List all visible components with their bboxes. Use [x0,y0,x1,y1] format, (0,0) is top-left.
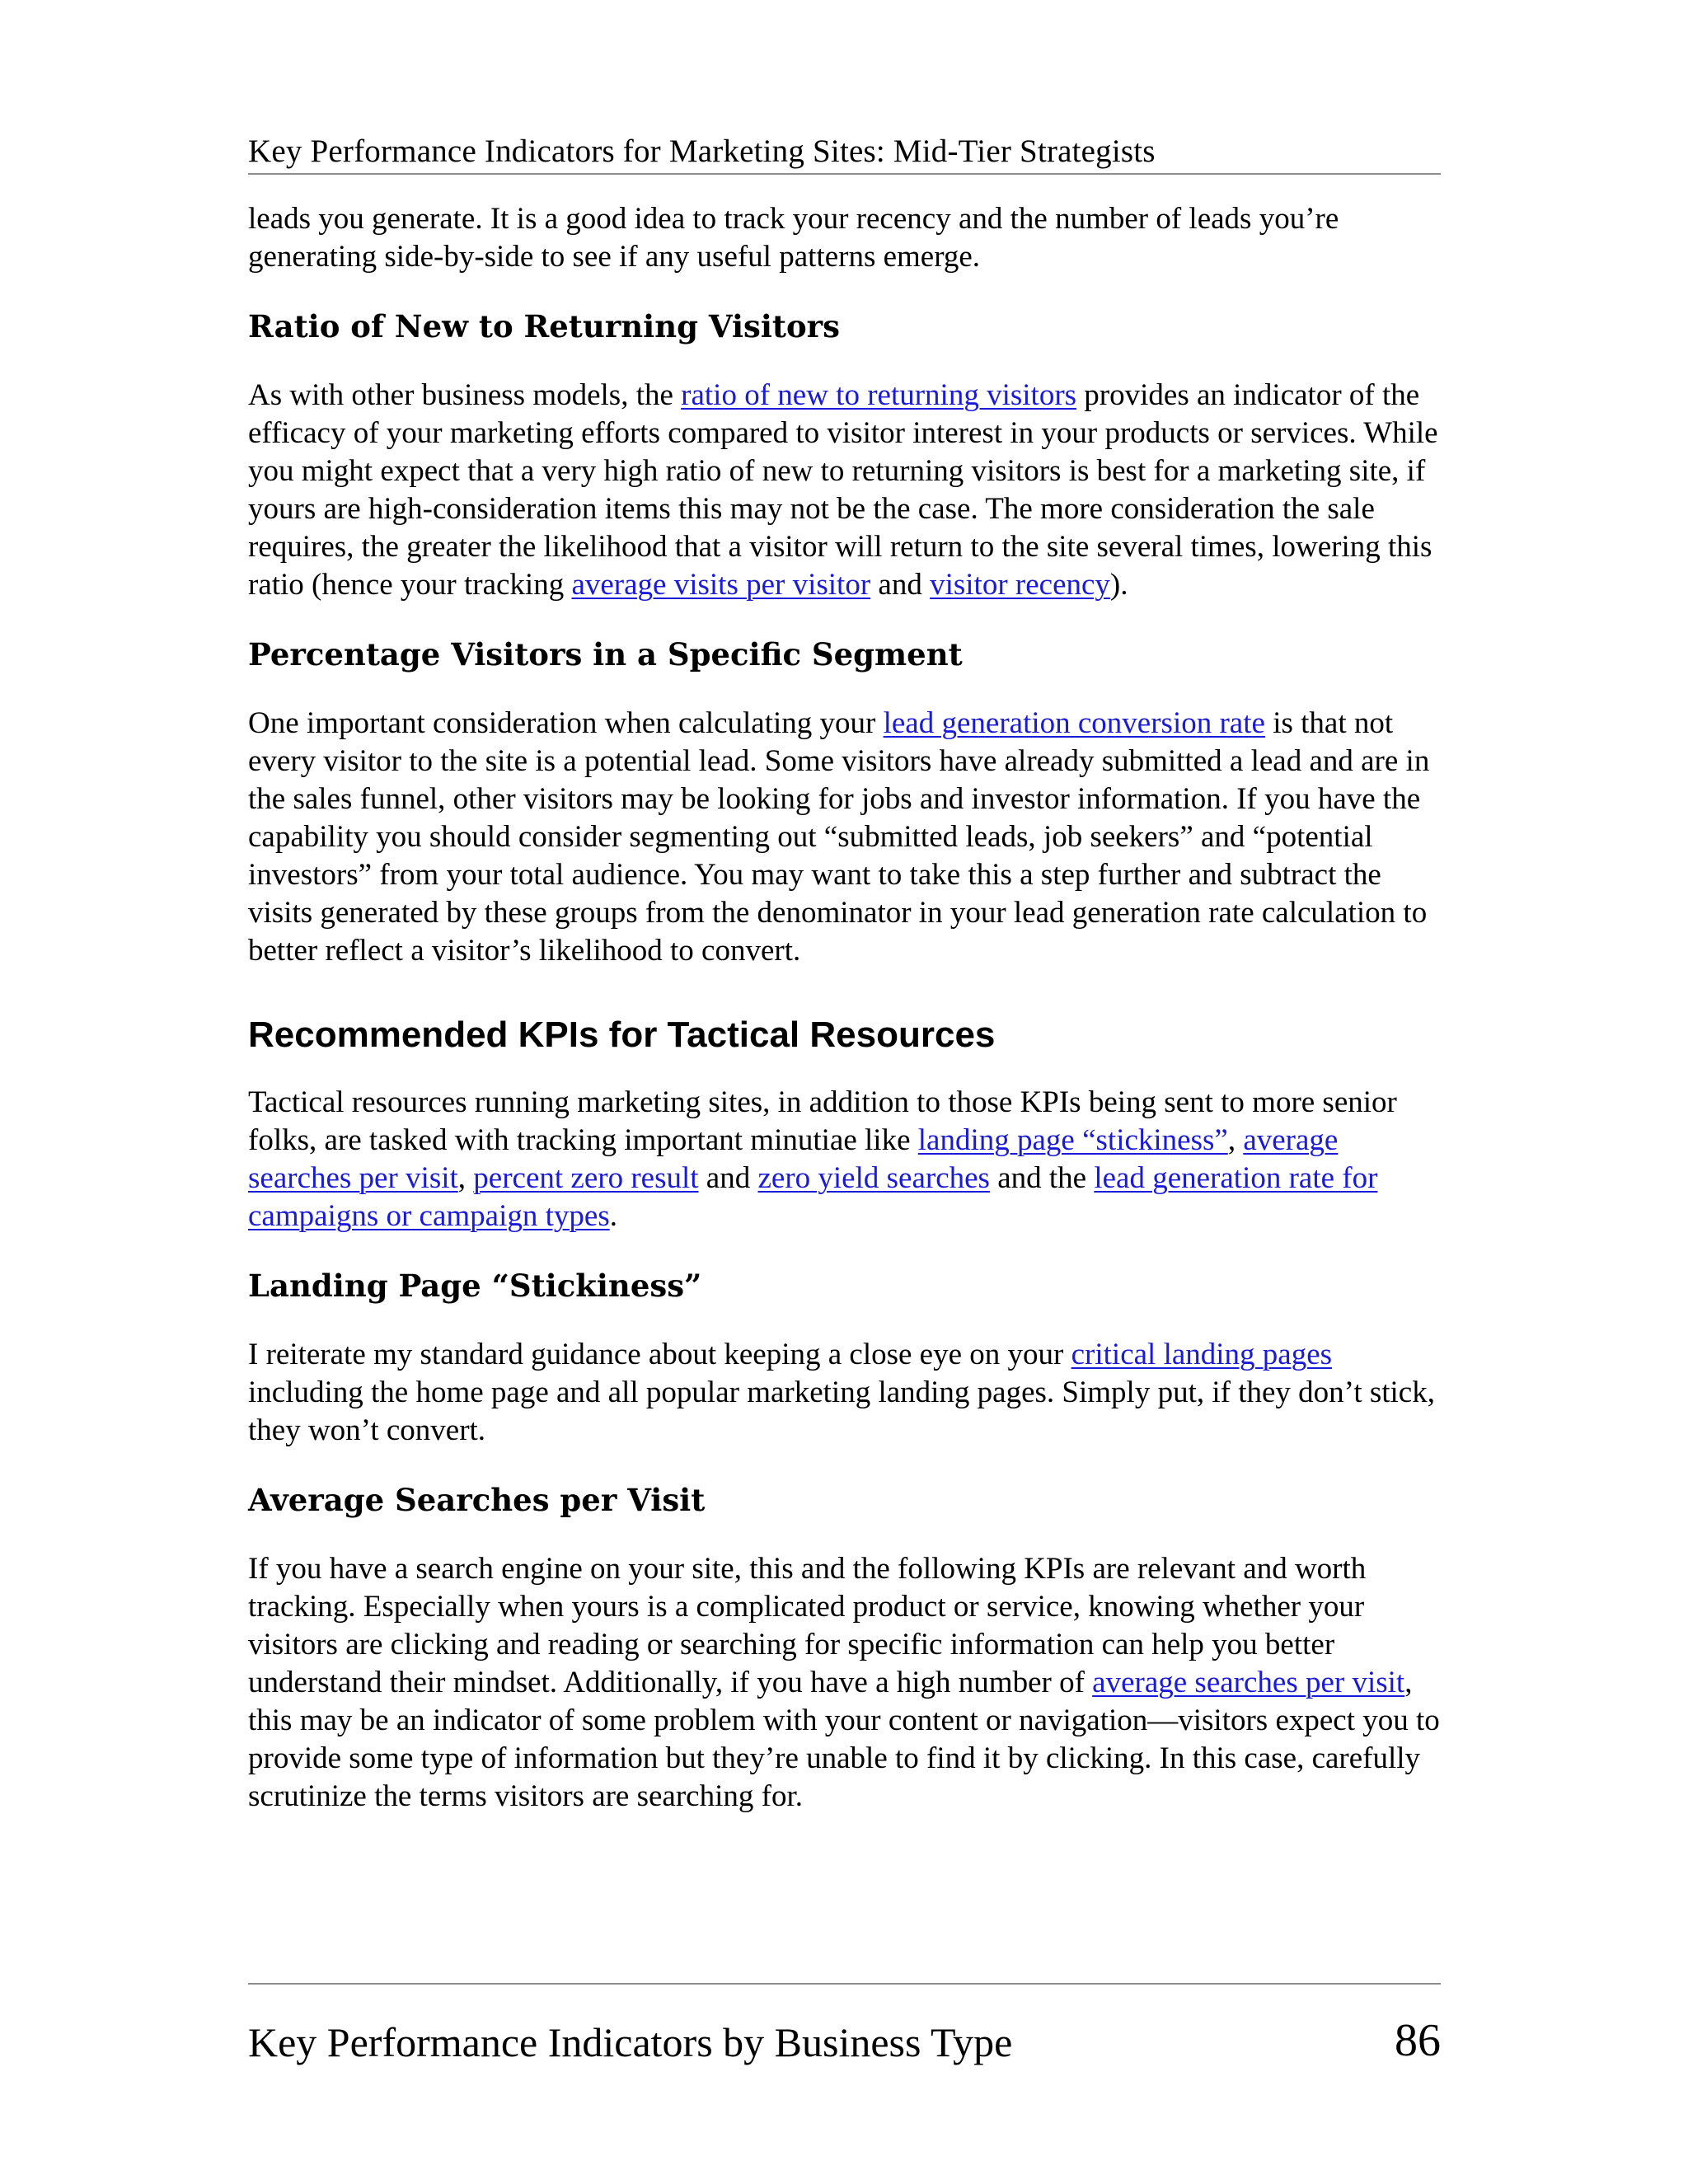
page-content [248,200,1441,1816]
link-zero-yield-searches[interactable]: zero yield searches [757,1161,990,1195]
running-header: Key Performance Indicators for Marketing Sites: Mid-Tier Strategists [248,134,1156,169]
paragraph-searches [248,1550,1441,1816]
text-run: One important consideration when calculating your [248,706,884,740]
text-run: and [870,568,931,602]
heading-recommended-kpis-tactical: Recommended KPIs for Tactical Resources [248,1015,996,1055]
text-run: I reiterate my standard guidance about keeping a close eye on your [248,1338,1071,1371]
text-run: provides an indicator of the efficacy of your marketing efforts compared to visitor interest in your products or services. While you might expect that a very high ratio of new to returning visitors is best for a marketing site, if yours are high-consideration items this may not be the case. The more consideration the sale requires, the greater the likelihood that a visitor will return to the site several times, lowering this ratio (hence your tracking [248,378,1438,602]
link-lead-generation-conversion-rate[interactable]: lead generation conversion rate [883,706,1265,740]
link-ratio-new-returning[interactable]: ratio of new to returning visitors [681,378,1077,412]
link-average-visits-per-visitor[interactable]: average visits per visitor [571,568,871,602]
paragraph-segment [248,705,1441,970]
link-average-searches-per-visit[interactable]: average searches per visit [248,1123,1339,1195]
heading-percentage-visitors-segment: Percentage Visitors in a Specific Segment [248,636,963,673]
link-percent-zero-result[interactable]: percent zero result [473,1161,699,1195]
intro-paragraph: leads you generate. It is a good idea to track your recency and the number of leads you’re generating side-by-side to see if any useful patterns emerge. [248,202,1339,274]
link-landing-page-stickiness[interactable]: landing page “stickiness” [917,1123,1228,1157]
heading-ratio-new-returning: Ratio of New to Returning Visitors [248,308,840,344]
heading-landing-page-stickiness: Landing Page “Stickiness” [248,1268,702,1304]
link-visitor-recency[interactable]: visitor recency [930,568,1110,602]
text-run: As with other business models, the [248,378,682,412]
paragraph-stickiness [248,1336,1441,1450]
text-run: and the [989,1161,1095,1195]
link-lead-generation-rate-campaigns[interactable]: lead generation rate for campaigns or campaign types [248,1161,1378,1233]
text-run: , this may be an indicator of some problem with your content or navigation—visitors expect you to provide some type of information but they’re unable to find it by clicking. In this case, carefully scrutinize the terms visitors are searching for. [248,1666,1440,1813]
text-run: , [457,1161,474,1195]
link-average-searches-per-visit-2[interactable]: average searches per visit [1092,1666,1405,1699]
text-run: . [609,1199,617,1233]
text-run: Tactical resources running marketing sites, in addition to those KPIs being sent to more senior folks, are tasked with tracking important minutiae like [248,1085,1397,1157]
link-critical-landing-pages[interactable]: critical landing pages [1071,1338,1333,1371]
text-run: ). [1109,568,1128,602]
paragraph-tactical [248,1084,1441,1235]
text-run: and [698,1161,758,1195]
header-divider [248,173,1441,175]
footer-title: Key Performance Indicators by Business Type [248,2019,1013,2065]
heading-average-searches-per-visit: Average Searches per Visit [248,1482,706,1518]
text-run: , [1227,1123,1244,1157]
page-number: 86 [1395,2015,1441,2066]
text-run: If you have a search engine on your site, this and the following KPIs are relevant and worth tracking. Especially when yours is a complicated product or service, knowing whether your visitors are clicking and reading or searching for specific information can help you better understand their mindset. Additionally, if you have a high number of [248,1552,1367,1699]
text-run: including the home page and all popular marketing landing pages. Simply put, if they don’t stick, they won’t convert. [248,1376,1435,1447]
paragraph-ratio [248,377,1441,604]
document-page [248,0,1441,2184]
footer-divider [248,1983,1441,1985]
text-run: is that not every visitor to the site is a potential lead. Some visitors have already submitted a lead and are in the sales funnel, other visitors may be looking for jobs and investor information. If you have the capability you should consider segmenting out “submitted leads, job seekers” and “potential investors” from your total audience. You may want to take this a step further and subtract the visits generated by these groups from the denominator in your lead generation rate calculation to better reflect a visitor’s likelihood to convert. [248,706,1430,968]
